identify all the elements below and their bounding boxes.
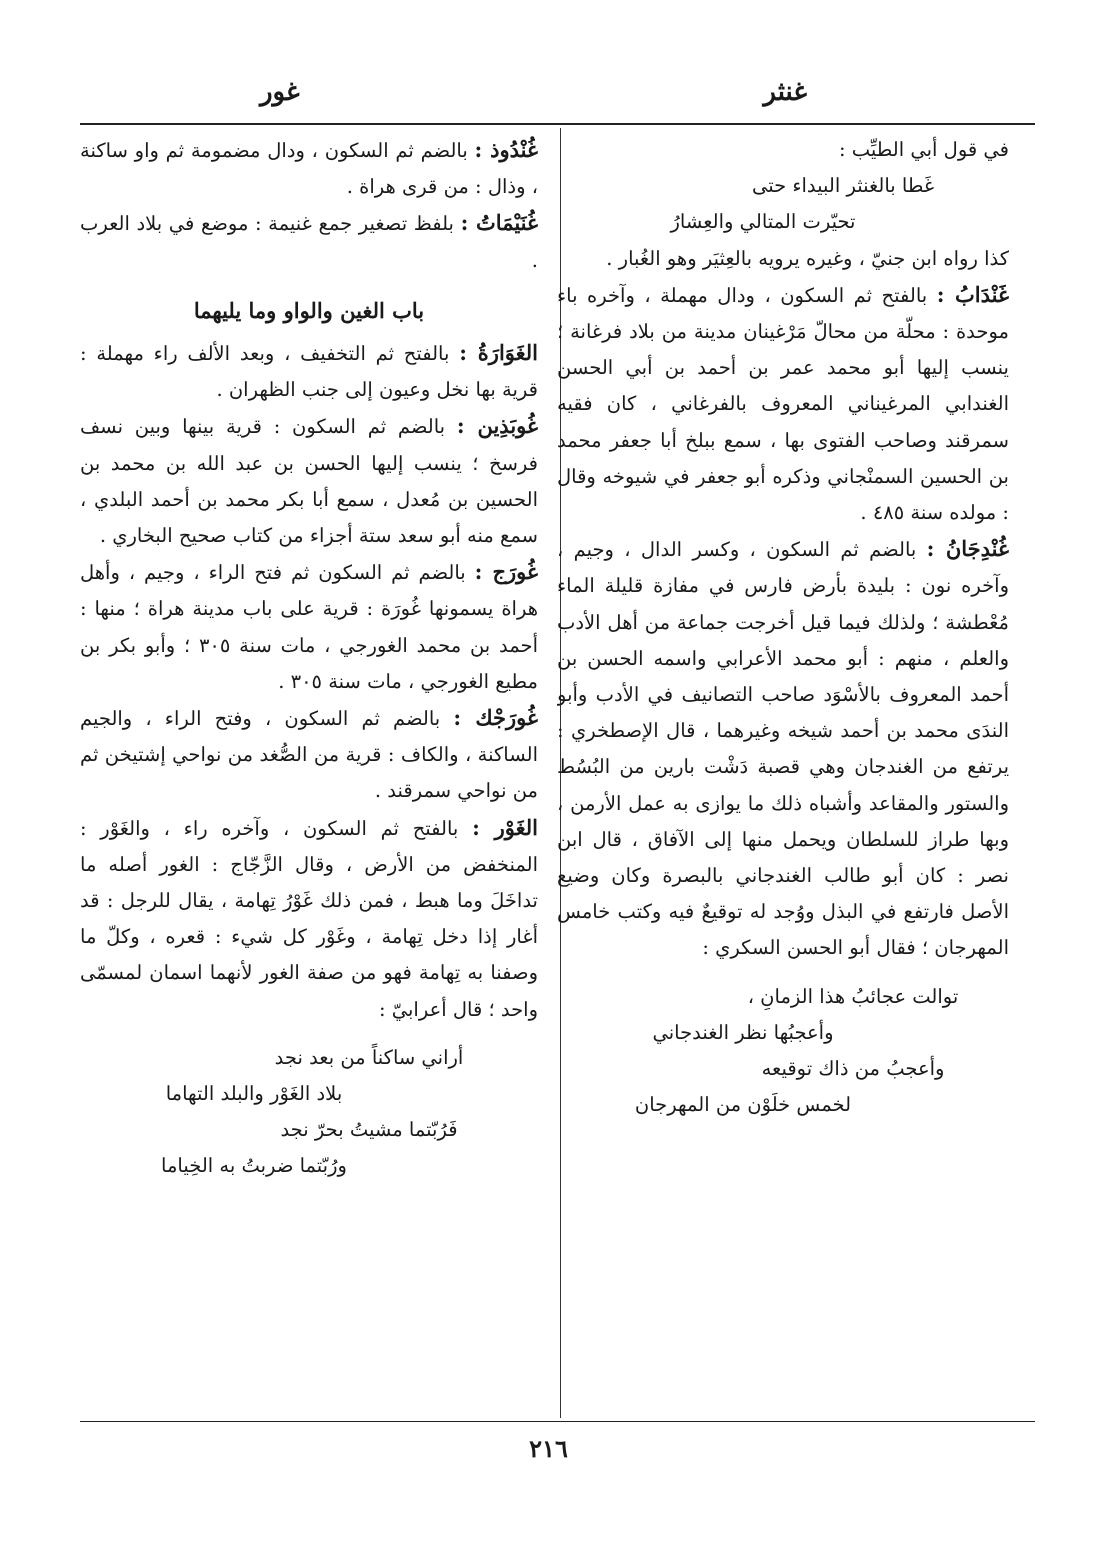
verse-block: [557, 168, 1009, 240]
entry-headword: غُورَجْك :: [453, 705, 538, 731]
dictionary-entry: [80, 408, 538, 554]
section-title: باب الغين والواو وما يليهما: [193, 297, 425, 323]
entry-headword: غَنْدَابُ :: [936, 281, 1009, 307]
running-head-right: غنثر: [763, 77, 807, 107]
dictionary-entry: [80, 554, 538, 700]
entry-text: بالضم ثم السكون ، وكسر الدال ، وجيم ، وآخره نون : بليدة بأرض فارس في مفازة قليلة الماء مُعْطشة ؛ ولذلك فيما قيل أخرجت جماعة من أهل الأدب والعلم ، منهم : أبو محمد الأعرابي واسمه الحسن بن أحمد المعروف بالأسْوَد صاحب التصانيف في الأدب وأبو الندَى محمد بن أحمد شيخه وغيرهما ، قال الإصطخري : يرتفع من الغندجان وهي قصبة دَشْت بارين من البُسُط والستور والمقاعد وأشباه ذلك ما يوازى به عمل الأرمن ، وبها طراز للسلطان ويحمل منها إلى الآفاق ، قال ابن نصر : كان أبو طالب الغندجاني بالبصرة وكان وضيع الأصل فارتفع في البذل ووُجد له توقيعٌ فيه وكتب خامس المهرجان ؛ فقال أبو الحسن السكري :: [557, 538, 1009, 960]
verse-line: تحيّرت المتالي والعِشارُ: [670, 210, 856, 234]
dictionary-entry: [557, 277, 1009, 531]
verse-line: وأعجبُ من ذاك توقيعه: [761, 1057, 945, 1081]
verse-line: وأعجبُها نظر الغندجاني: [652, 1020, 834, 1044]
entry-headword: الغَوَارَةُ :: [459, 340, 538, 366]
verse-line: أراني ساكناً من بعد نجد: [274, 1045, 464, 1069]
dictionary-entry: [80, 700, 538, 810]
entry-headword: غُنْدِجَانُ :: [926, 536, 1009, 562]
verse-line: ورُبّتما ضربتُ به الخِياما: [161, 1154, 347, 1178]
entry-headword: غُوبَذِين :: [456, 413, 538, 439]
verse-line: غَطا بالغنثر البيداء حتى: [751, 174, 935, 198]
bottom-rule: [80, 1421, 1035, 1422]
dictionary-entry: [557, 531, 1009, 966]
running-head-left: غور: [260, 77, 300, 107]
verse-line: بلاد الغَوْر والبلد التهاما: [165, 1082, 343, 1106]
entry-text: بالضم ثم السكون ثم فتح الراء ، وجيم ، وأهل هراة يسمونها غُورَة : قرية على باب مدينة هراة ؛ منها : أحمد بن محمد الغورجي ، مات سنة ٣٠٥ ؛ وأبو بكر بن مطيع الغورجي ، مات سنة ٣٠٥ .: [80, 561, 538, 693]
entry-text: بالفتح ثم التخفيف ، وبعد الألف راء مهملة : قرية بها نخل وعيون إلى جنب الظهران .: [80, 342, 538, 402]
page-number: ٢١٦: [529, 1434, 568, 1463]
entry-text: بالضم ثم السكون ، وفتح الراء ، والجيم الساكنة ، والكاف : قرية من الصُّغد من نواحي إشتيخن ثم من نواحي سمرقند .: [80, 707, 538, 803]
top-rule: [80, 123, 1035, 125]
entry-text: بالضم ثم السكون ، ودال مضمومة ثم واو ساكنة ، وذال : من قرى هراة .: [80, 139, 538, 199]
paragraph: كذا رواه ابن جنيّ ، وغيره يرويه بالعِثيَر وهو الغُبار .: [606, 246, 1009, 270]
right-column: [557, 132, 1009, 1418]
intro-line: في قول أبي الطيِّب :: [839, 138, 1009, 161]
entry-headword: غُورَج :: [474, 559, 538, 585]
entry-text: بالضم ثم السكون : قرية بينها وبين نسف فرسخ ؛ ينسب إليها الحسن بن عبد الله بن محمد بن الحسين بن مُعدل ، سمع أبا بكر محمد بن أحمد البلدي ، سمع منه أبو سعد ستة أجزاء من كتاب صحيح البخاري .: [80, 415, 538, 548]
verse-line: توالت عجائبُ هذا الزمانِ ،: [747, 984, 959, 1008]
entry-headword: الغَوْر :: [472, 814, 538, 840]
entry-text: بالفتح ثم السكون ، ودال مهملة ، وآخره باء موحدة : محلّة من محالّ مَرْغينان مدينة من بلاد فرغانة ؛ ينسب إليها أبو محمد عمر بن أحمد بن أبي الحسن الغندابي المرغيناني المعروف بالفرغاني ، كان فقيه سمرقند وصاحب الفتوى بها ، سمع ببلخ أبا جعفر محمد بن الحسين السمنْجاني وذكره أبو جعفر في شيوخه وقال : مولده سنة ٤٨٥ .: [557, 283, 1009, 525]
left-column: [80, 132, 538, 1418]
dictionary-entry: [80, 335, 538, 408]
verse-line: لخمس خلَوْن من المهرجان: [634, 1093, 852, 1117]
entry-text: بالفتح ثم السكون ، وآخره راء ، والغَوْر : المنخفض من الأرض ، وقال الزَّجّاج : الغور أصله ما تداخَلَ وما هبط ، فمن ذلك غَوْرُ تِهامة ، يقال للرجل : قد أغار إذا دخل تِهامة ، وغَوْر كل شيء : قعره ، وكلّ ما وصفنا به تِهامة فهو من صفة الغور لأنهما اسمان لمسمّى واحد ؛ قال أعرابيّ :: [80, 816, 538, 1021]
dictionary-entry: [80, 810, 538, 1028]
verse-block: [80, 1040, 538, 1185]
entry-text: بلفظ تصغير جمع غنيمة : موضع في بلاد العرب .: [80, 212, 538, 272]
dictionary-entry: [80, 205, 538, 278]
verse-block: [557, 979, 1009, 1124]
verse-line: فَرُبّتما مشيتُ بحرّ نجد: [280, 1118, 458, 1142]
dictionary-entry: [80, 132, 538, 205]
entry-headword: غُنْدُوذ :: [474, 137, 538, 162]
entry-headword: غُنَيْمَاتُ :: [460, 210, 538, 236]
